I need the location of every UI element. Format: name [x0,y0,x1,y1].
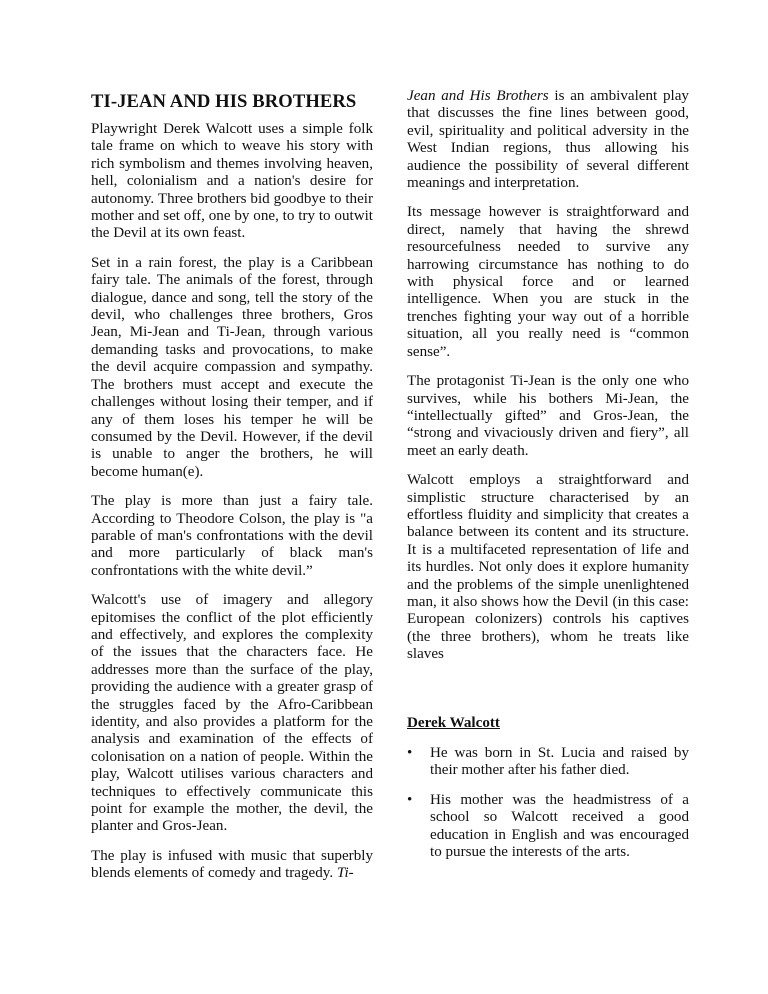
paragraph: Playwright Derek Walcott uses a simple folk tale frame on which to weave his story with rich symbolism and themes involving heaven, hell, colonialism and a nation's desire for autonomy. Three brothers bid goodbye to their mother and set off, one by one, to try to outwit the Devil at its own feast. [91,121,373,242]
paragraph: Set in a rain forest, the play is a Caribbean fairy tale. The animals of the forest, through dialogue, dance and song, tell the story of the devil, who challenges three brothers, Gros Jean, Mi-Jean and Ti-Jean, through various demanding tasks and provocations, to make the devil acquire compassion and sympathy. The brothers must accept and execute the challenges without losing their temper, and if any of them loses his temper he will be consumed by the Devil. However, if the devil is unable to anger the brothers, he will become human(e). [91,254,373,480]
bullet-icon: • [407,791,413,808]
play-title-italic: Ti- [336,865,354,882]
list-item [407,792,689,862]
play-title-italic: Jean and His Brothers [407,88,549,104]
paragraph [91,848,373,883]
list-item-text: His mother was the headmistress of a school so Walcott received a good education in English and was encouraged to pursue the interests of the arts. [430,791,689,861]
right-column [407,88,689,873]
left-column [91,91,373,895]
section-heading: Derek Walcott [407,714,500,731]
bullet-icon: • [407,745,413,761]
list-item [407,745,689,780]
paragraph: The play is more than just a fairy tale. According to Theodore Colson, the play is "a parable of man's confrontations with the devil and more particularly of black man's confrontations with the white devil.” [91,493,373,579]
bullet-list [407,745,689,861]
paragraph: Walcott employs a straightforward and simplistic structure characterised by an effortless fluidity and simplicity that creates a balance between its content and its structure. It is a multifaceted representation of life and its hurdles. Not only does it explore humanity and the problems of the simple unenlightened man, it also shows how the Devil (in this case: European colonizers) controls his captives (the three brothers), whom he treats like slaves [407,472,689,663]
list-item-text: He was born in St. Lucia and raised by their mother after his father died. [430,745,689,779]
document-title: TI-JEAN AND HIS BROTHERS [91,91,357,112]
paragraph-text: is an ambivalent play that discusses the fine lines between good, evil, spirituality and political adversity in the West Indian regions, thus allowing his audience the possibility of several different meanings and interpretation. [407,88,689,192]
paragraph [407,88,689,192]
paragraph: Walcott's use of imagery and allegory epitomises the conflict of the plot efficiently and effectively, and explores the complexity of the issues that the characters face. He addresses more than the surface of the play, providing the audience with a greater grasp of the struggles faced by the Afro-Caribbean identity, and also provides a platform for the analysis and examination of the effects of colonisation on a nation of people. Within the play, Walcott utilises various characters and techniques to effectively communicate this point for example the mother, the devil, the planter and Gros-Jean. [91,592,373,835]
paragraph: The protagonist Ti-Jean is the only one who survives, while his bothers Mi-Jean, the “intellectually gifted” and Gros-Jean, the “strong and vivaciously driven and fiery”, all meet an early death. [407,373,689,459]
paragraph-text: The play is infused with music that superbly blends elements of comedy and tragedy. [91,847,373,882]
paragraph: Its message however is straightforward and direct, namely that having the shrewd resourcefulness needed to survive any harrowing circumstance has nothing to do with physical force and or learned intelligence. When you are stuck in the trenches fighting your way out of a horrible situation, all you really need is “common sense”. [407,204,689,360]
